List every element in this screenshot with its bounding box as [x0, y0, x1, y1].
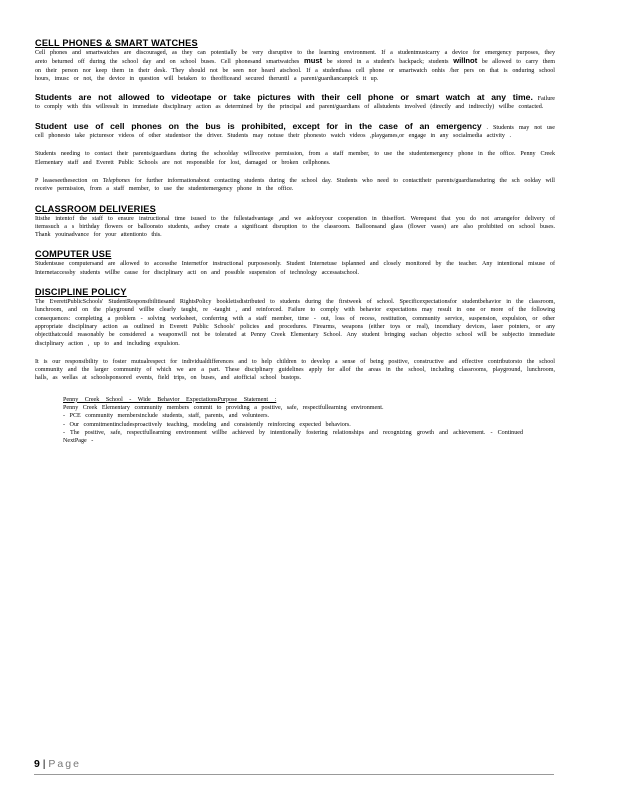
- page-footer: [34, 758, 81, 770]
- purpose-statement-line-2: - PCE community membersinclude students, staff, parents, and volunteers.: [63, 413, 269, 420]
- computer-use-heading: COMPUTER USE: [35, 249, 112, 260]
- cell-p3-rest: . Students may not use cell phonesto take picturesor videos of other studentsor the driver. Students may notuse their phonesto watch videos ,playgames,or engage in any socialmedia activity .: [35, 124, 555, 140]
- footer-separator: |: [39, 758, 49, 770]
- cell-p1-part-a: Cell phones and smartwatches are discouraged, as they can potentially be very disruptive to the learning environment. If a studentmustcarry a device for emergency purposes, they areto beturned off during the school day and on school buses. Cell phonesand smartwatches: [35, 50, 555, 66]
- classroom-deliveries-heading: CLASSROOM DELIVERIES: [35, 203, 156, 214]
- cell-phones-paragraph-3: [35, 122, 555, 141]
- page-content: [35, 38, 555, 446]
- cell-phones-paragraph-4: Students needing to contact their parents/guardians during the schoolday willreceive permission, from a staff member, to use the studentemergency phone in the office. Penny Creek Elementary staff and Everett Public Schools are not responsible for lost, damaged or broken cellphones.: [35, 151, 555, 166]
- page-number: 9: [34, 758, 40, 770]
- discipline-policy-paragraph-2: It is our responsibility to foster mutualrespect for individualdifferences and to help children to develop a sense of being positive, constructive and effective contributorsto the school community and the larger community of which we are a part. These disciplinary guidelines apply for allof the areas in the school, including classrooms, playground, lunchroom, halls, as wellas at schoolsponsored events, field trips, on buses, and atofficial school bustops.: [35, 358, 555, 382]
- cell-p5-part-b: for further informationabout contacting students during the school day. Students who need to contacttheir parents/guardiansduring the sch oolday will receive permission, from a staff member, to use the studentemergency phone in the office.: [35, 177, 555, 193]
- computer-use-paragraph: Studentsuse computersand are allowed to accessthe Internetfor instructional purposesonly. Student Internetuse isplanned and closely monitored by the teacher. Any intentional misuse of Internetaccessby students willbe cause for disciplinary acti on and possible suspension of technology accessatschool.: [35, 261, 555, 276]
- purpose-statement-line-4: - The positive, safe, respectfullearning environment willbe achieved by intentionally fostering relationships and recognizing growth and achievement. - Continued NextPage -: [63, 429, 523, 445]
- cell-p1-willnot: willnot: [453, 56, 478, 66]
- cell-p5-telephones: Telephones: [102, 177, 130, 184]
- cell-phones-paragraph-2: [35, 93, 555, 112]
- cell-p1-part-c: be allowed to carry them on their person nor keep them in their desk. They should not be seen nor heard atschool. If a studenthasa cell phone or smartwatch onhis /her pers on that is onduring school hours, imusc or not, the device in question will betaken to theofficeand secured theruntil a parent/guardiancanpick it up.: [35, 59, 555, 82]
- cell-p1-part-b: be stored in a student's backpack; students: [326, 59, 449, 66]
- cell-p3-lead: Student use of cell phones on the bus is prohibited, except for in the case of an emergency: [35, 120, 482, 131]
- discipline-policy-heading: DISCIPLINE POLICY: [35, 287, 127, 298]
- cell-p2-rest: Failure to comply with this willresult in immediate disciplinary action as determined by the principal and parent/guardians of allstudents involved (directly and indirectly) willbe contacted.: [35, 96, 555, 111]
- purpose-statement: [63, 396, 523, 446]
- cell-phones-heading: CELL PHONES & SMART WATCHES: [35, 38, 198, 48]
- cell-p1-must: must: [303, 56, 323, 66]
- cell-phones-paragraph-5: [35, 177, 555, 194]
- page-label: Page: [48, 758, 81, 770]
- classroom-deliveries-paragraph: Itisthe intentof the staff to ensure instructional time isused to the fullestadvantage ,and we askforyour cooperation in thiseffort. Werequest that you do not arrangefor delivery of itemssuch a s birthday flowers or balloonsto students, asthey create a significant disruption to the classroom. Balloonsand glass (flower vases) are also prohibited on school buses. Thank youinadvance for your attentionto this.: [35, 215, 555, 239]
- purpose-statement-line-3: - Our commitmentincludesproactively teaching, modeling and consistently reinforcing expected behaviors.: [63, 421, 351, 428]
- discipline-policy-paragraph-1: The EverettPublicSchools' StudentResponsibilitiesand RightsPolicy bookletisdistributed to students during the firstweek of school. Specificexpectationsfor studentbehavior in the classroom, lunchroom, and on the playground willbe clearly taught, re -taught , and reinforced. Failure to comply with behavior expectations may result in one or more of the following consequences: completing a problem - solving worksheet, conferring with a staff member, time - out, loss of recess, restitution, community service, suspension, expulsion, or other appropriate disciplinary action as outlined in Everett Public Schools' policies and procedures. Firearms, weapons (either toys or real), incendiary devices, laser pointers, or any objectthatcould reasonably be considered a weaponwill not be tolerated at Penny Creek Elementary School. Any student bringing suchan objectto school will be subjectto immediate disciplinary action , up to and including expulsion.: [35, 299, 555, 347]
- cell-phones-paragraph-1: [35, 49, 555, 83]
- purpose-statement-title: Penny Creek School - Wide Behavior ExpectationsPurpose Statement :: [63, 396, 277, 403]
- cell-p5-part-a: P leaseseethesection on: [35, 177, 99, 184]
- cell-p2-lead: Students are not allowed to videotape or take pictures with their cell phone or smart watch at any time.: [35, 92, 533, 103]
- purpose-statement-line-1: Penny Creek Elementary community members commit to providing a positive, safe, respectfullearning environment.: [63, 405, 384, 412]
- footer-rule: [34, 774, 554, 775]
